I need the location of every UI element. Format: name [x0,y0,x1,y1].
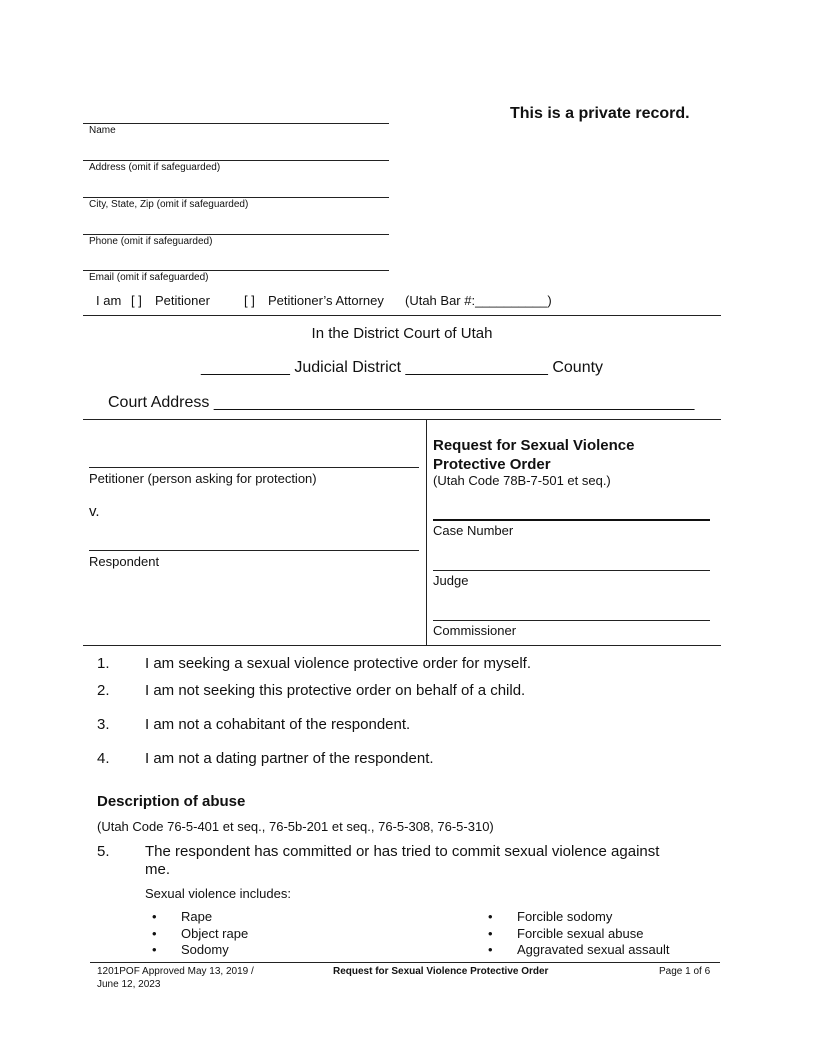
commissioner-line[interactable] [433,620,710,621]
utah-bar-number-field[interactable]: (Utah Bar #:__________) [405,293,552,308]
address-label: Address (omit if safeguarded) [89,162,221,173]
commissioner-label: Commissioner [433,623,517,638]
list-item: • Object rape [146,926,248,943]
form-title-line-2: Protective Order [433,456,551,473]
statement-number: 2. [97,682,110,699]
list-item: • Forcible sexual abuse [482,926,669,943]
abuse-statement-line-2: me. [145,861,171,878]
list-item: • Aggravated sexual assault [482,942,669,959]
footer-title: Request for Sexual Violence Protective Order [333,966,549,977]
attorney-option-label: Petitioner’s Attorney [268,293,384,308]
list-item: • Rape [146,909,248,926]
attorney-checkbox[interactable]: [ ] [244,293,255,308]
form-id-line-1: 1201POF Approved May 13, 2019 / [97,966,254,977]
caption-bottom-border [83,645,721,646]
statement-number: 1. [97,655,110,672]
caption-divider [426,419,427,645]
statement-text: I am not a dating partner of the respondent. [145,750,434,767]
petitioner-checkbox[interactable]: [ ] [131,293,142,308]
footer-divider [90,962,720,963]
court-address-line[interactable]: Court Address ______________________________________________________ [108,394,695,411]
page-number: Page 1 of 6 [659,966,711,977]
form-id-line-2: June 12, 2023 [97,979,161,990]
city-label: City, State, Zip (omit if safeguarded) [89,199,249,210]
city-line[interactable] [83,197,389,198]
private-record-notice: This is a private record. [510,105,690,122]
i-am-label: I am [96,293,122,308]
petitioner-label: Petitioner (person asking for protection) [89,471,317,486]
judge-label: Judge [433,573,469,588]
header-divider [83,315,721,316]
district-county-line[interactable]: __________ Judicial District ________________ County [200,359,604,376]
violence-list-right [482,909,669,959]
form-code: (Utah Code 78B-7-501 et seq.) [433,473,611,488]
statement-number: 4. [97,750,110,767]
petitioner-name-line[interactable] [89,467,419,468]
email-line[interactable] [83,270,389,271]
respondent-label: Respondent [89,554,160,569]
address-line[interactable] [83,160,389,161]
list-item: • Sodomy [146,942,248,959]
phone-label: Phone (omit if safeguarded) [89,236,213,247]
versus-label: v. [89,503,100,520]
judge-line[interactable] [433,570,710,571]
name-label: Name [89,125,116,136]
statement-text: I am seeking a sexual violence protective order for myself. [145,655,532,672]
court-title: In the District Court of Utah [311,325,493,342]
email-label: Email (omit if safeguarded) [89,272,209,283]
abuse-statement-line-1: The respondent has committed or has tried to commit sexual violence against [145,843,660,860]
abuse-code: (Utah Code 76-5-401 et seq., 76-5b-201 et seq., 76-5-308, 76-5-310) [97,819,494,834]
violence-list-left [146,909,248,959]
statement-number: 3. [97,716,110,733]
form-title-line-1: Request for Sexual Violence [433,437,635,454]
statement-text: I am not seeking this protective order on behalf of a child. [145,682,526,699]
case-number-line[interactable] [433,519,710,521]
name-line[interactable] [83,123,389,124]
petitioner-option-label: Petitioner [155,293,210,308]
abuse-heading: Description of abuse [97,793,246,810]
phone-line[interactable] [83,234,389,235]
caption-top-border [83,419,721,420]
includes-label: Sexual violence includes: [145,886,291,901]
list-item: • Forcible sodomy [482,909,669,926]
statement-number: 5. [97,843,110,860]
respondent-name-line[interactable] [89,550,419,551]
case-number-label: Case Number [433,523,514,538]
statement-text: I am not a cohabitant of the respondent. [145,716,411,733]
